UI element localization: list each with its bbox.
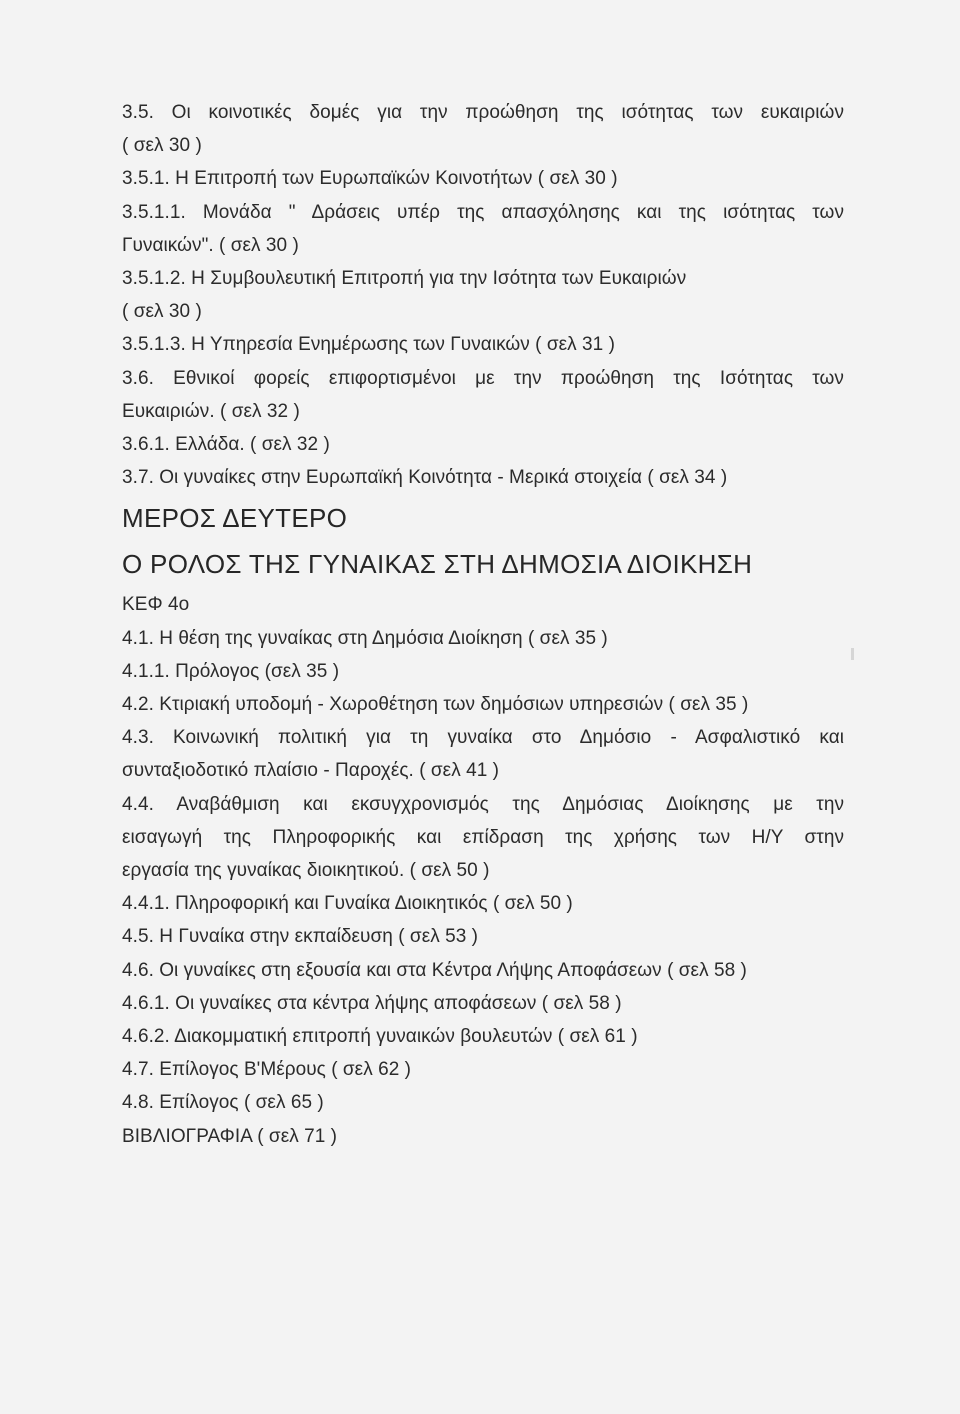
- toc-entry-3-6: 3.6. Εθνικοί φορείς επιφορτισμένοι με την προώθηση της Ισότητας των: [122, 367, 844, 389]
- toc-entry-3-5-1-1: 3.5.1.1. Μονάδα " Δράσεις υπέρ της απασχόλησης και της ισότητας των: [122, 201, 844, 223]
- toc-entry-3-5-1: 3.5.1. Η Επιτροπή των Ευρωπαϊκών Κοινοτήτων ( σελ 30 ): [122, 168, 618, 190]
- toc-entry-4-6-2: 4.6.2. Διακομματική επιτροπή γυναικών βουλευτών ( σελ 61 ): [122, 1026, 638, 1048]
- toc-entry-3-5-page: ( σελ 30 ): [122, 135, 202, 157]
- toc-entry-4-2: 4.2. Κτιριακή υποδομή - Χωροθέτηση των δημόσιων υπηρεσιών ( σελ 35 ): [122, 694, 749, 716]
- table-of-contents: [122, 96, 844, 1153]
- scan-speck: [851, 648, 854, 660]
- toc-entry-4-1: 4.1. Η θέση της γυναίκας στη Δημόσια Διοίκηση ( σελ 35 ): [122, 627, 608, 649]
- toc-entry-4-1-1: 4.1.1. Πρόλογος (σελ 35 ): [122, 660, 340, 682]
- toc-entry-4-4-cont2: εργασία της γυναίκας διοικητικού. ( σελ 50 ): [122, 860, 490, 882]
- toc-entry-3-6-1: 3.6.1. Ελλάδα. ( σελ 32 ): [122, 434, 330, 456]
- toc-entry-3-5: 3.5. Οι κοινοτικές δομές για την προώθηση της ισότητας των ευκαιριών: [122, 102, 844, 123]
- toc-entry-4-6: 4.6. Οι γυναίκες στη εξουσία και στα Κέντρα Λήψης Αποφάσεων ( σελ 58 ): [122, 959, 747, 981]
- toc-entry-4-5: 4.5. Η Γυναίκα στην εκπαίδευση ( σελ 53 ): [122, 926, 479, 948]
- toc-entry-3-5-1-2: 3.5.1.2. Η Συμβουλευτική Επιτροπή για την Ισότητα των Ευκαιριών: [122, 268, 687, 290]
- toc-entry-4-4-1: 4.4.1. Πληροφορική και Γυναίκα Διοικητικός ( σελ 50 ): [122, 893, 573, 915]
- toc-entry-4-4: 4.4. Αναβάθμιση και εκσυγχρονισμός της Δημόσιας Διοίκησης με την: [122, 793, 844, 815]
- toc-entry-4-7: 4.7. Επίλογος Β'Μέρους ( σελ 62 ): [122, 1059, 412, 1081]
- toc-entry-3-5-1-1-cont: Γυναικών". ( σελ 30 ): [122, 234, 299, 256]
- toc-entry-3-5-1-3: 3.5.1.3. Η Υπηρεσία Ενημέρωσης των Γυναικών ( σελ 31 ): [122, 334, 615, 356]
- toc-entry-bibliography: ΒΙΒΛΙΟΓΡΑΦΙΑ ( σελ 71 ): [122, 1125, 338, 1147]
- chapter-label: ΚΕΦ 4ο: [122, 594, 190, 616]
- part-two-title: Ο ΡΟΛΟΣ ΤΗΣ ΓΥΝΑΙΚΑΣ ΣΤΗ ΔΗΜΟΣΙΑ ΔΙΟΙΚΗΣΗ: [122, 549, 753, 580]
- toc-entry-4-3: 4.3. Κοινωνική πολιτική για τη γυναίκα στο Δημόσιο - Ασφαλιστικό και: [122, 727, 844, 749]
- part-two-heading: ΜΕΡΟΣ ΔΕΥΤΕΡΟ: [122, 503, 348, 534]
- toc-entry-3-7: 3.7. Οι γυναίκες στην Ευρωπαϊκή Κοινότητα - Μερικά στοιχεία ( σελ 34 ): [122, 467, 728, 489]
- toc-entry-4-6-1: 4.6.1. Οι γυναίκες στα κέντρα λήψης αποφάσεων ( σελ 58 ): [122, 992, 622, 1014]
- toc-entry-3-5-1-2-page: ( σελ 30 ): [122, 301, 202, 323]
- toc-entry-4-8: 4.8. Επίλογος ( σελ 65 ): [122, 1092, 324, 1114]
- toc-entry-4-4-cont: εισαγωγή της Πληροφορικής και επίδραση της χρήσης των Η/Υ στην: [122, 826, 844, 848]
- toc-entry-3-6-cont: Ευκαιριών. ( σελ 32 ): [122, 400, 300, 422]
- toc-entry-4-3-cont: συνταξιοδοτικό πλαίσιο - Παροχές. ( σελ 41 ): [122, 760, 500, 782]
